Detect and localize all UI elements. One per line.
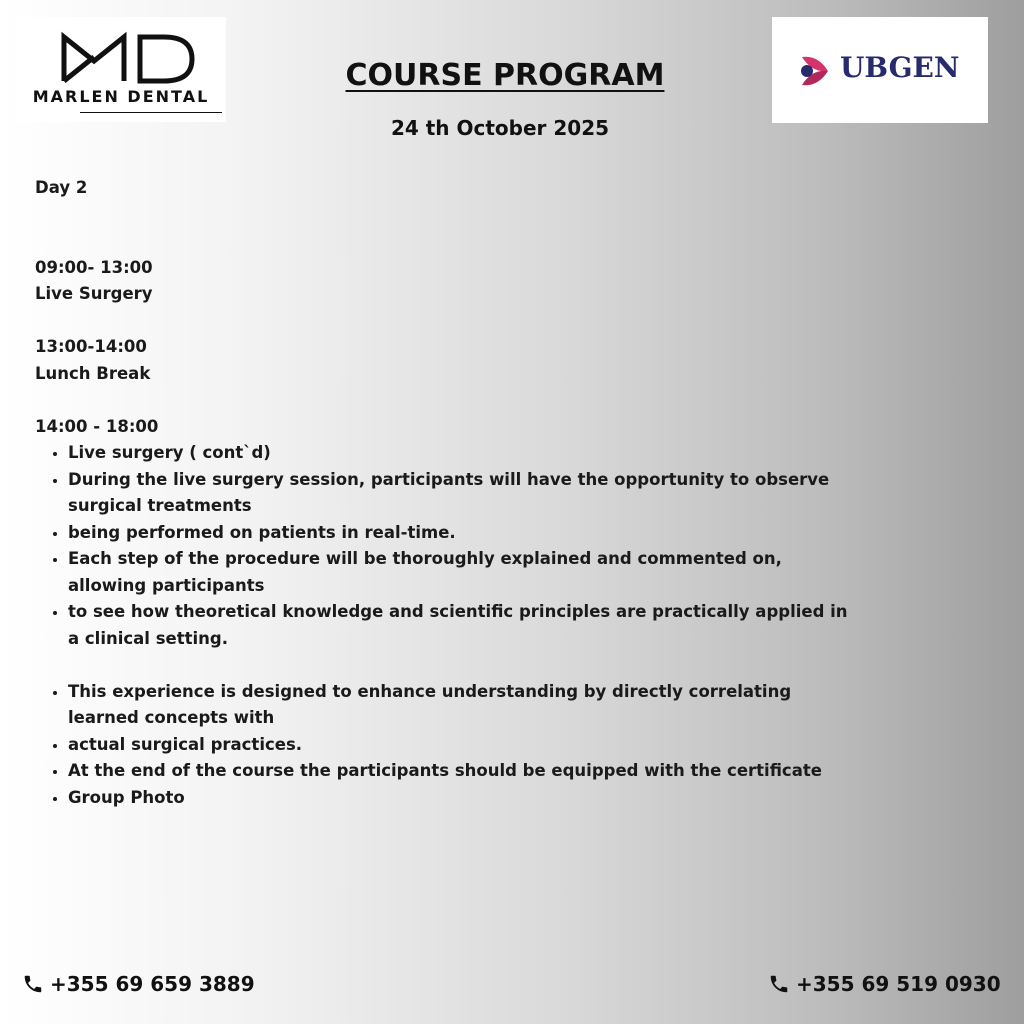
- ubgen-wordmark: UBGEN: [840, 51, 960, 84]
- phone-contact-left[interactable]: [22, 972, 255, 996]
- day-label: Day 2: [35, 178, 88, 197]
- session-time: 14:00 - 18:00: [35, 416, 159, 436]
- list-item: • This experience is designed to enhance understanding by directly correlating learned concepts with: [68, 679, 855, 732]
- phone-icon: [768, 973, 790, 995]
- afternoon-bullets-a: [35, 440, 855, 652]
- session-title: Live Surgery: [35, 284, 153, 303]
- list-item: • Group Photo: [68, 785, 855, 812]
- phone-contact-right[interactable]: [768, 972, 1001, 996]
- phone-icon: [22, 973, 44, 995]
- list-item: • Each step of the procedure will be thoroughly explained and commented on, allowing participants: [68, 546, 855, 599]
- session-time: 09:00- 13:00: [35, 257, 153, 277]
- afternoon-bullets-b: [35, 679, 855, 812]
- list-item: • to see how theoretical knowledge and scientific principles are practically applied in a clinical setting.: [68, 599, 855, 652]
- session-time: 13:00-14:00: [35, 337, 147, 356]
- list-item: • Live surgery ( cont`d): [68, 440, 855, 467]
- program-content: [35, 175, 855, 811]
- logo-underline: [80, 112, 222, 113]
- course-date: 24 th October 2025: [390, 116, 610, 140]
- list-item: • During the live surgery session, participants will have the opportunity to observe surgical treatments: [68, 467, 855, 520]
- session-title: Lunch Break: [35, 363, 151, 383]
- list-item: • At the end of the course the participants should be equipped with the certificate: [68, 758, 855, 785]
- phone-number: +355 69 659 3889: [50, 972, 255, 996]
- phone-number: +355 69 519 0930: [796, 972, 1001, 996]
- list-item: • being performed on patients in real-time.: [68, 520, 855, 547]
- page-title: COURSE PROGRAM: [345, 58, 665, 93]
- marlen-dental-wordmark: MARLEN DENTAL: [32, 87, 210, 106]
- list-item: • actual surgical practices.: [68, 732, 855, 759]
